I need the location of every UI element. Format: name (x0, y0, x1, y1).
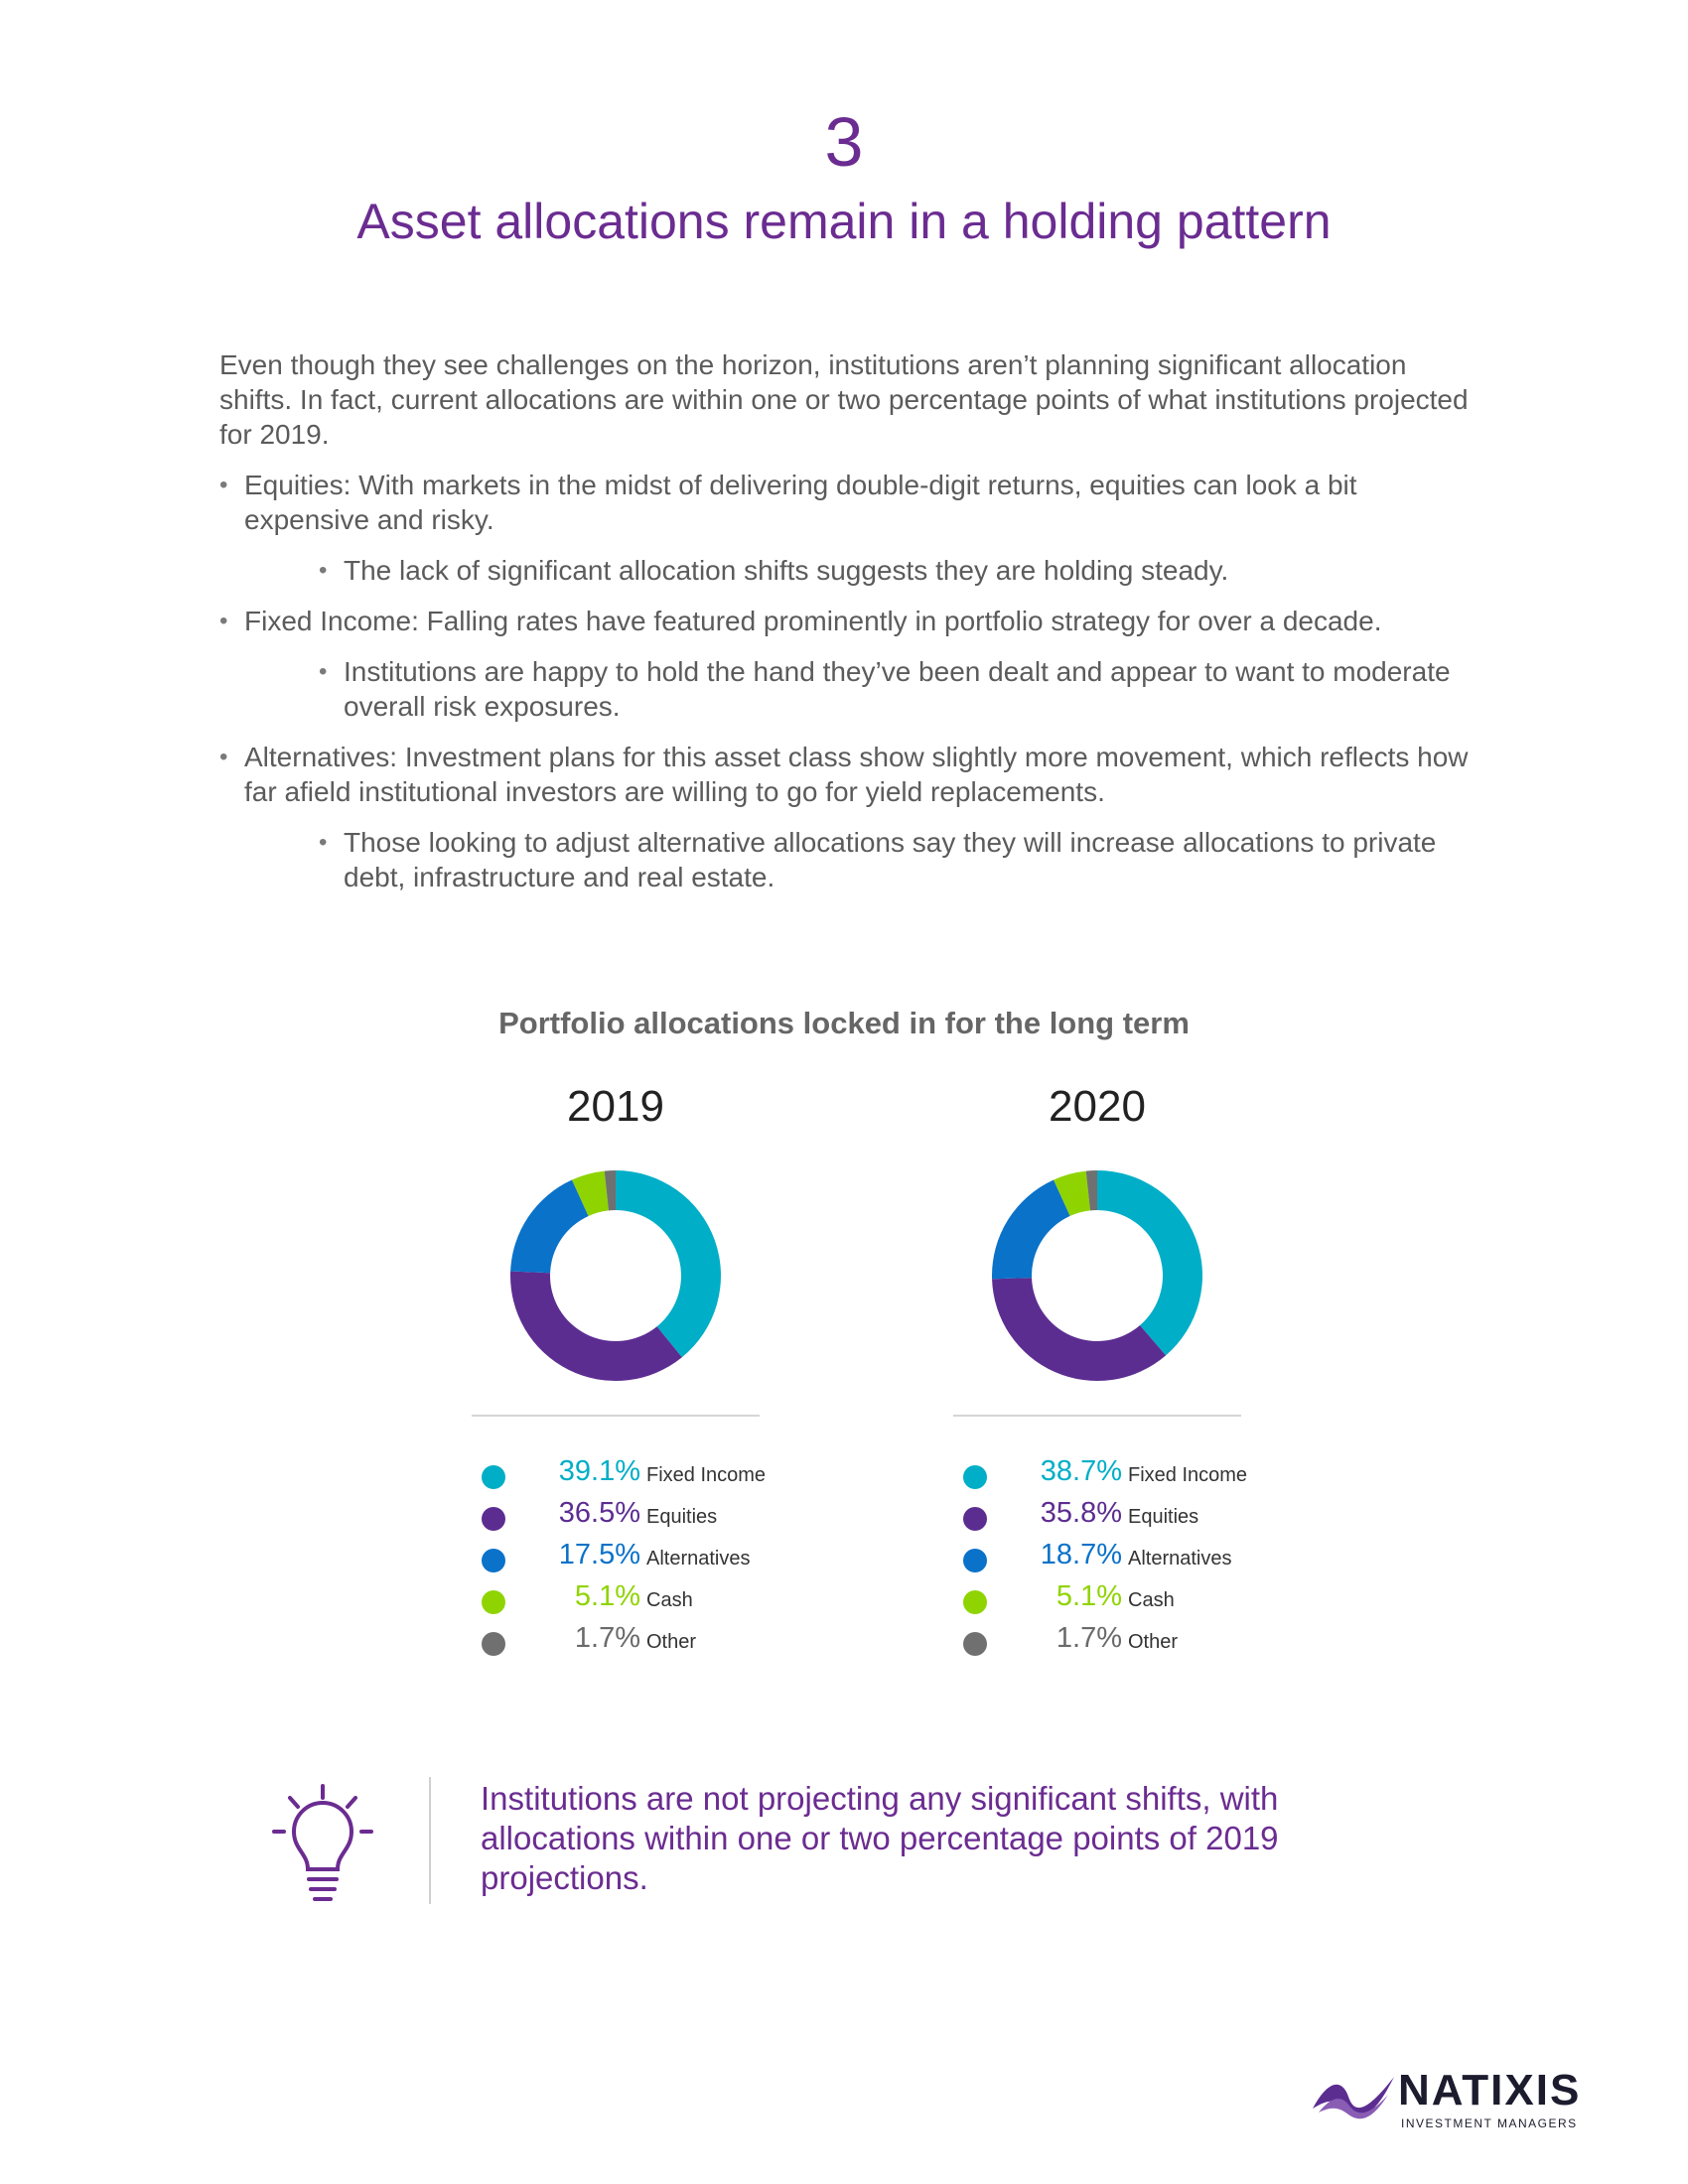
bullet-symbol: • (219, 608, 228, 634)
brand-tagline: INVESTMENT MANAGERS (1401, 2116, 1578, 2130)
legend-value: 18.7% (1040, 1539, 1122, 1570)
page-title: Asset allocations remain in a holding pattern (356, 194, 1332, 249)
legend-dot (963, 1632, 987, 1656)
legend-item (472, 1580, 789, 1622)
legend-label: Alternatives (646, 1548, 751, 1570)
callout-text: Institutions are not projecting any significant shifts, with allocations within one or two percentage points of 2019 projections. (481, 1780, 1279, 1896)
logo-mark-icon (1309, 2069, 1398, 2128)
sub-bullet-text: Those looking to adjust alternative allocations say they will increase allocations to private debt, infrastructure and real estate. (344, 827, 1437, 892)
body-text (219, 347, 1480, 910)
legend-dot (482, 1507, 505, 1531)
chart-year-2019: 2019 (567, 1082, 664, 1131)
chart-year-2020: 2020 (1049, 1082, 1146, 1131)
bullet-item (219, 468, 1480, 537)
legend-dot (963, 1507, 987, 1531)
legend-label: Equities (1128, 1506, 1199, 1528)
bullet-symbol: • (319, 658, 328, 685)
legend-dot (963, 1590, 987, 1614)
legend-label: Other (646, 1631, 697, 1653)
legend-2020 (953, 1455, 1271, 1664)
bullet-item (219, 740, 1480, 809)
legend-item (953, 1580, 1271, 1622)
legend-dot (963, 1549, 987, 1572)
sub-bullet-item (219, 825, 1480, 894)
legend-value: 35.8% (1040, 1497, 1122, 1529)
donut-slice-equities (992, 1278, 1166, 1381)
sub-bullet-text: The lack of significant allocation shifts suggests they are holding steady. (344, 555, 1229, 586)
donut-chart-2020 (988, 1166, 1206, 1385)
legend-item (953, 1539, 1271, 1580)
legend-item (472, 1455, 789, 1497)
legend-value: 38.7% (1040, 1455, 1122, 1487)
bullet-symbol: • (219, 744, 228, 770)
legend-item (472, 1539, 789, 1580)
sub-bullet-item (219, 553, 1480, 588)
chart-title: Portfolio allocations locked in for the long term (498, 1006, 1190, 1040)
legend-label: Fixed Income (646, 1464, 767, 1486)
callout-divider (429, 1777, 431, 1904)
lightbulb-icon (268, 1782, 377, 1911)
legend-value: 5.1% (574, 1580, 640, 1612)
legend-value: 17.5% (558, 1539, 640, 1570)
donut-slice-equities (510, 1272, 682, 1381)
legend-label: Other (1128, 1631, 1179, 1653)
chart-divider (953, 1415, 1241, 1417)
donut-slice-fixed-income (1097, 1170, 1202, 1355)
legend-dot (482, 1590, 505, 1614)
brand-name: NATIXIS (1398, 2066, 1582, 2115)
bullet-item (219, 604, 1480, 638)
legend-item (953, 1622, 1271, 1664)
legend-label: Equities (646, 1506, 718, 1528)
legend-value: 5.1% (1055, 1580, 1122, 1612)
legend-dot (482, 1632, 505, 1656)
legend-dot (482, 1465, 505, 1489)
donut-slice-fixed-income (616, 1170, 721, 1357)
sub-bullet-text: Institutions are happy to hold the hand they’ve been dealt and appear to want to moderate overall risk exposures. (344, 656, 1451, 722)
legend-label: Alternatives (1128, 1548, 1232, 1570)
donut-slice-alternatives (510, 1180, 589, 1274)
legend-label: Cash (1128, 1589, 1175, 1611)
legend-value: 36.5% (558, 1497, 640, 1529)
bullet-text-alternatives: Alternatives: Investment plans for this asset class show slightly more movement, which reflects how far afield institutional investors are willing to go for yield replacements. (244, 742, 1469, 807)
natixis-logo (1309, 2067, 1626, 2136)
intro-paragraph: Even though they see challenges on the horizon, institutions aren’t planning significant allocation shifts. In fact, current allocations are within one or two percentage points of what institutions projected for 2019. (219, 349, 1469, 450)
legend-dot (482, 1549, 505, 1572)
legend-item (472, 1622, 789, 1664)
chart-divider (472, 1415, 760, 1417)
legend-value: 1.7% (574, 1622, 640, 1654)
legend-label: Cash (646, 1589, 693, 1611)
legend-value: 1.7% (1055, 1622, 1122, 1654)
section-number: 3 (824, 103, 864, 181)
bullet-text-equities: Equities: With markets in the midst of delivering double-digit returns, equities can look a bit expensive and risky. (244, 470, 1357, 535)
legend-value: 39.1% (558, 1455, 640, 1487)
bullet-text-fixed-income: Fixed Income: Falling rates have featured prominently in portfolio strategy for over a decade. (244, 606, 1382, 636)
bullet-symbol: • (319, 829, 328, 856)
bullet-symbol: • (319, 557, 328, 584)
donut-chart-2019 (506, 1166, 725, 1385)
legend-2019 (472, 1455, 789, 1664)
legend-item (953, 1497, 1271, 1539)
legend-item (472, 1497, 789, 1539)
legend-item (953, 1455, 1271, 1497)
bullet-symbol: • (219, 472, 228, 498)
donut-slice-alternatives (992, 1180, 1070, 1280)
legend-dot (963, 1465, 987, 1489)
sub-bullet-item (219, 654, 1480, 724)
legend-label: Fixed Income (1128, 1464, 1248, 1486)
